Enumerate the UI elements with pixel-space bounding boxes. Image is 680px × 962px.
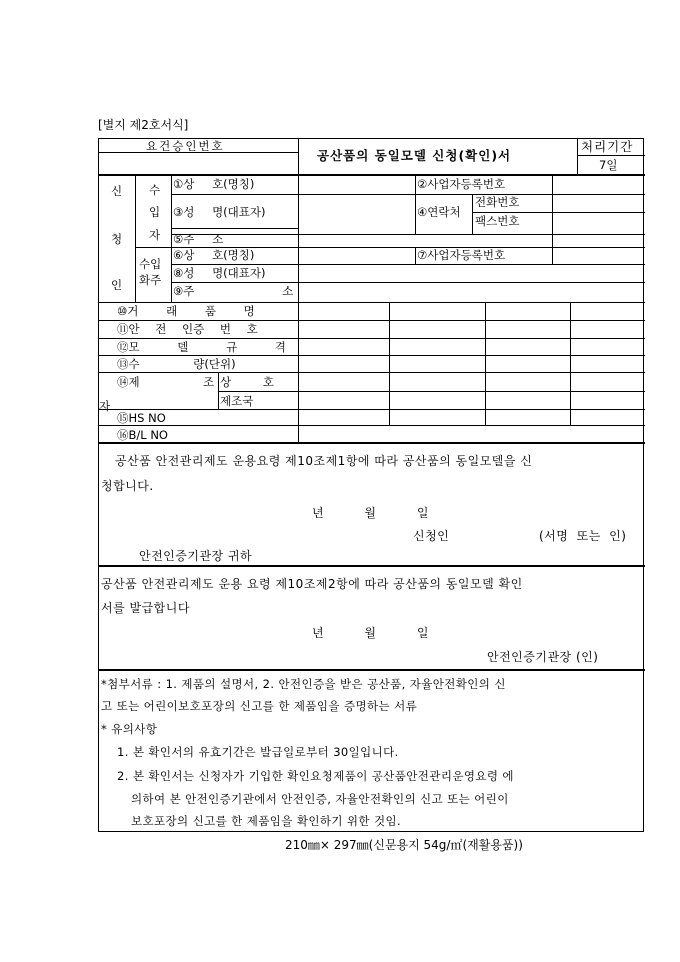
field-label: 팩스번호 [475,214,520,228]
applicant-label: 신 [111,184,123,198]
rule [298,139,299,174]
consignor-label: 수입 [139,257,162,271]
confirmation-date: 년 월 일 [312,626,429,640]
rule [472,212,645,213]
field-label: ②사업자등록번호 [417,177,506,191]
rule [171,264,645,265]
rule [415,194,645,195]
rule [99,442,645,444]
item-label: 제조국 [220,394,254,408]
field-label: 전화번호 [475,195,520,209]
rule [577,155,645,156]
application-date: 년 월 일 [312,506,429,520]
caution-item: 의하여 본 안전인증기관에서 안전인증, 자율안전확인의 신고 또는 어린이 [131,792,509,806]
item-label: ⑬수 량(단위) [117,357,236,371]
item-label: ⑮HS NO [117,411,166,425]
application-text: 공산품 안전관리제도 운용요령 제10조제1항에 따라 공산품의 동일모델을 신 [115,454,533,468]
field-label: ①상 호(명칭) [173,177,255,191]
rule [99,355,645,356]
rule [415,247,416,264]
rule [171,282,645,283]
signature-note: (서명 또는 인) [539,529,627,543]
importer-label: 입 [149,205,161,219]
rule [99,338,645,339]
importer-label: 수 [149,183,161,197]
application-text: 청합니다. [101,479,154,493]
item-label: ⑩거 래 품 명 [117,304,255,318]
attachment-note: *첨부서류 : 1. 제품의 설명서, 2. 안전인증을 받은 공산품, 자율안전확인의 신 [101,677,506,691]
importer-label: 자 [149,228,161,242]
caution-item: 2. 본 확인서는 신청자가 기입한 확인요청제품이 공산품안전관리운영요령 에 [117,769,514,783]
confirmation-text: 공산품 안전관리제도 운용 요령 제10조제2항에 따라 공산품의 동일모델 확인 [101,577,523,591]
confirmation-text: 서를 발급합니다 [101,601,190,615]
field-label: ⑧성 명(대표자) [173,266,266,280]
item-label: 조 [203,375,215,389]
rule [298,176,299,442]
rule [135,176,136,302]
item-label: ⑫모 델 규 격 [117,340,286,354]
rule [577,139,578,174]
form-title: 공산품의 동일모델 신청(확인)서 [317,148,512,163]
item-label: ⑯B/L NO [117,428,168,442]
field-label: ④연락처 [417,205,461,219]
caution-heading: * 유의사항 [101,722,158,736]
approval-number-label: 요건승인번호 [146,139,225,153]
item-label: 상 호 [220,375,274,389]
rule [171,228,298,229]
rule [218,391,645,392]
rule [99,302,645,303]
item-label: ⑭제 [117,375,140,389]
rule [99,425,645,426]
attachment-note: 고 또는 어린이보호포장의 신고를 한 제품임을 증명하는 서류 [101,699,418,713]
rule [171,234,645,235]
rule [472,194,473,234]
rule [552,176,553,264]
processing-period-value: 7일 [599,158,618,172]
rule [171,194,415,195]
form-number-label: [별지 제2호서식] [98,118,189,132]
item-label: ⑪안 전 인증 번 호 [117,322,258,336]
item-label: 자 [99,399,111,413]
applicant-label: 청 [111,232,123,246]
rule [99,320,645,321]
field-label: ⑥상 호(명칭) [173,248,255,262]
applicant-signer: 신청인 [413,529,450,543]
paper-size-footer: 210㎜× 297㎜(신문용지 54g/㎡(재활용품)) [285,838,523,852]
field-label: ③성 명(대표자) [173,205,266,219]
application-recipient: 안전인증기관장 귀하 [139,549,253,563]
field-label: ⑦사업자등록번호 [417,248,506,262]
rule [99,409,645,410]
consignor-label: 화주 [139,273,162,287]
field-label: ⑤주 소 [173,232,224,246]
caution-item: 보호포장의 신고를 한 제품임을 확인하기 위한 것임. [131,814,402,828]
caution-item: 1. 본 확인서의 유효기간은 발급일로부터 30일입니다. [117,745,399,759]
application-form [98,138,644,832]
rule [99,174,645,176]
confirmation-issuer: 안전인증기관장 (인) [487,650,599,664]
rule [99,372,645,373]
rule [415,176,416,234]
applicant-label: 인 [111,278,123,292]
processing-period-label: 처리기간 [581,139,634,154]
field-label: ⑨주 소 [173,284,294,298]
